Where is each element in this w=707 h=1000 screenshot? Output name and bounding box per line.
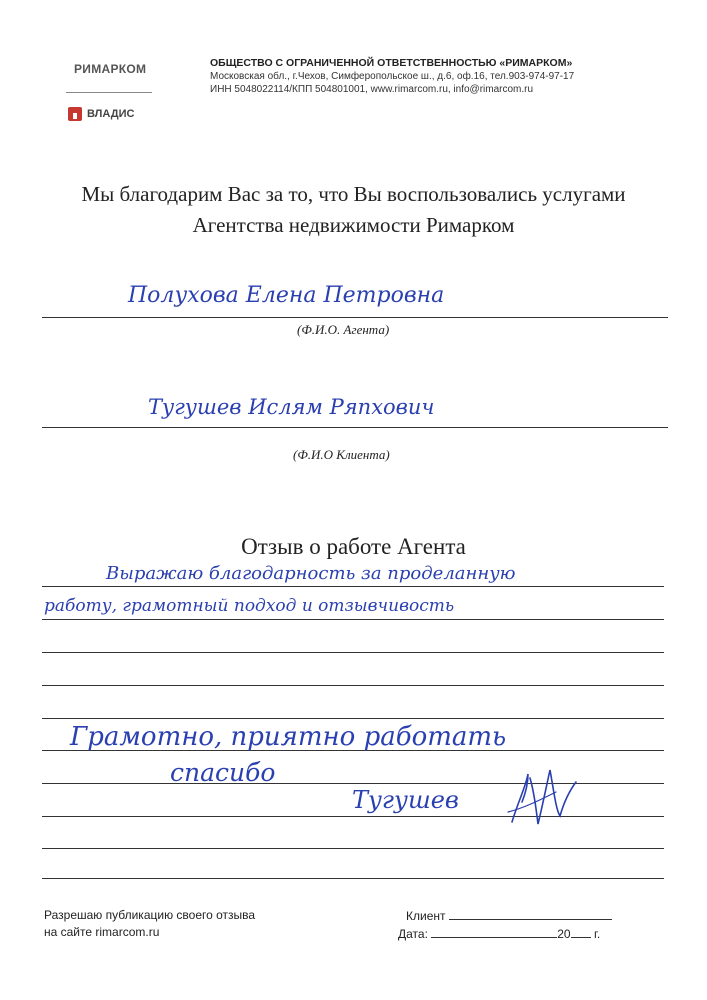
permission-line-1: Разрешаю публикацию своего отзыва — [44, 908, 256, 922]
agent-name-handwritten: Полухова Елена Петровна — [128, 283, 445, 308]
vladis-label: ВЛАДИС — [87, 108, 135, 120]
permission-line-2: на сайте rimarcom.ru — [44, 925, 160, 939]
year-prefix: 20 — [557, 927, 571, 941]
agent-name-line — [42, 317, 668, 318]
client-name-handwritten: Тугушев Ислям Ряпхович — [148, 395, 435, 419]
review-line — [42, 685, 664, 686]
thanks-line-2: Агентства недвижимости Римарком — [192, 213, 515, 237]
house-icon — [68, 107, 82, 121]
review-text-line: спасибо — [170, 758, 276, 787]
review-text-line: Выражаю благодарность за проделанную — [106, 563, 516, 584]
review-line — [42, 878, 664, 879]
date-label: Дата: — [398, 927, 428, 941]
review-text-line: Тугушев — [352, 786, 459, 814]
client-name-line — [42, 427, 668, 428]
year-line — [571, 925, 591, 938]
publication-permission — [44, 907, 255, 941]
org-name: ОБЩЕСТВО С ОГРАНИЧЕННОЙ ОТВЕТСТВЕННОСТЬЮ «РИМАРКОМ» — [210, 57, 573, 69]
review-text-line: работу, грамотный подход и отзывчивость — [44, 596, 455, 616]
review-line — [42, 619, 664, 620]
review-text-line: Грамотно, приятно работать — [70, 722, 507, 752]
thanks-line-1: Мы благодарим Вас за то, что Вы воспользовались услугами — [81, 182, 626, 206]
thanks-text — [0, 179, 707, 241]
date-line — [431, 925, 557, 938]
review-title: Отзыв о работе Агента — [241, 534, 466, 559]
review-line — [42, 586, 664, 587]
vladis-logo — [68, 107, 134, 121]
company-header — [210, 57, 574, 96]
review-line — [42, 652, 664, 653]
org-address: Московская обл., г.Чехов, Симферопольское ш., д.6, оф.16, тел.903-974-97-17 — [210, 71, 575, 82]
client-caption: (Ф.И.О Клиента) — [293, 447, 390, 462]
review-line — [42, 848, 664, 849]
date-field — [398, 925, 600, 943]
org-ids: ИНН 5048022114/КПП 504801001, www.rimarcom.ru, info@rimarcom.ru — [210, 84, 534, 95]
client-signature — [500, 752, 590, 842]
logo-divider — [66, 92, 152, 93]
year-suffix: г. — [593, 927, 601, 941]
client-signature-field — [406, 907, 612, 925]
rimarkom-logo: РИМАРКОМ — [74, 62, 147, 76]
client-label: Клиент — [406, 909, 446, 923]
agent-caption: (Ф.И.О. Агента) — [297, 322, 390, 337]
client-signature-line — [449, 907, 612, 920]
review-line — [42, 718, 664, 719]
